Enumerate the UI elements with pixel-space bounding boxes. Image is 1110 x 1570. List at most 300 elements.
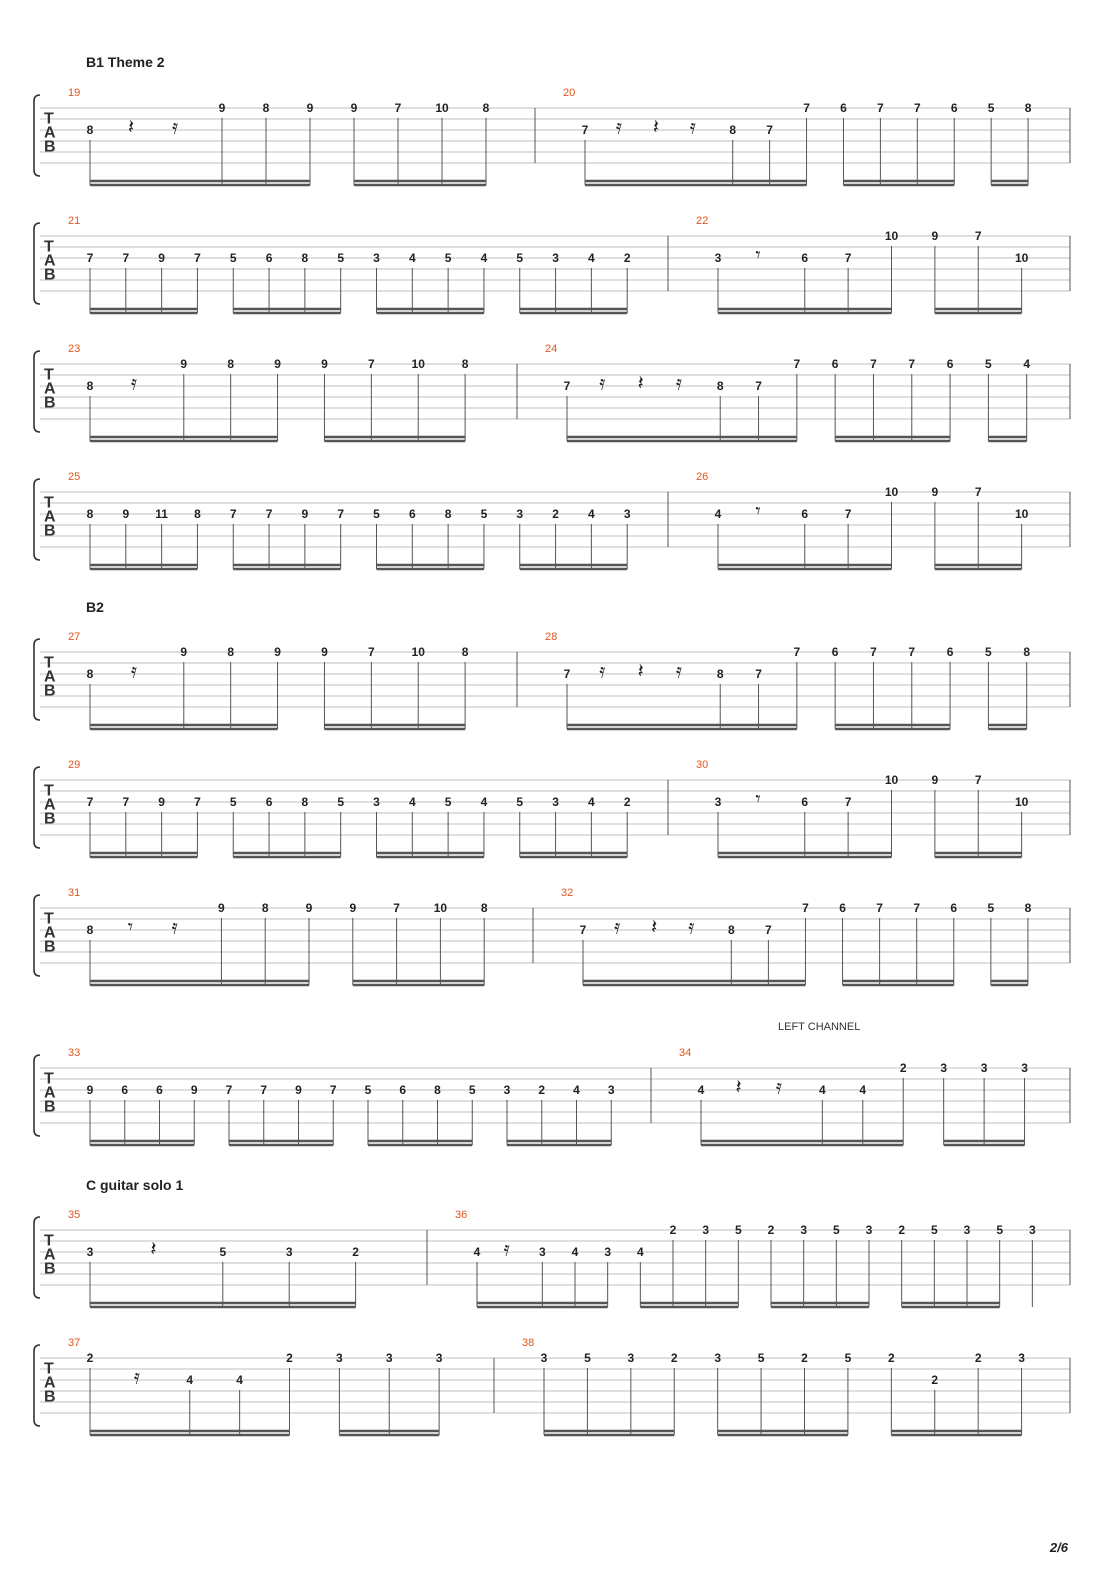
fret-number: 9 bbox=[158, 795, 165, 809]
fret-number: 6 bbox=[840, 101, 847, 115]
fret-number: 5 bbox=[229, 795, 237, 809]
fret-number: 5 bbox=[364, 1083, 372, 1097]
fret-number: 9 bbox=[218, 101, 226, 115]
fret-number: 7 bbox=[581, 123, 589, 137]
fret-number: 4 bbox=[818, 1083, 826, 1097]
rest-symbol: 𝄽 bbox=[735, 1074, 742, 1099]
rest-symbol: 𝄿 bbox=[615, 114, 623, 139]
fret-number: 5 bbox=[985, 357, 992, 371]
tab-clef-letter: A bbox=[44, 924, 56, 942]
fret-number: 3 bbox=[516, 507, 524, 521]
staff-row bbox=[34, 631, 1070, 729]
rest-symbol: 𝄾 bbox=[755, 498, 761, 523]
fret-number: 7 bbox=[260, 1083, 268, 1097]
fret-number: 9 bbox=[180, 357, 188, 371]
fret-number: 9 bbox=[305, 901, 313, 915]
tab-clef-letter: B bbox=[44, 522, 56, 540]
fret-number: 6 bbox=[121, 1083, 129, 1097]
measure-number: 29 bbox=[68, 759, 81, 771]
fret-number: 8 bbox=[301, 795, 309, 809]
staff-row bbox=[34, 471, 1070, 569]
fret-number: 8 bbox=[86, 667, 94, 681]
section-label: C guitar solo 1 bbox=[86, 1177, 184, 1193]
fret-number: 5 bbox=[229, 251, 237, 265]
tab-clef-letter: T bbox=[44, 1070, 54, 1088]
tab-clef-letter: A bbox=[44, 1374, 56, 1392]
fret-number: 7 bbox=[393, 901, 400, 915]
fret-number: 2 bbox=[801, 1351, 808, 1365]
tab-clef-letter: T bbox=[44, 366, 54, 384]
tab-clef-letter: A bbox=[44, 668, 56, 686]
fret-number: 5 bbox=[444, 251, 452, 265]
fret-number: 4 bbox=[571, 1245, 579, 1259]
fret-number: 2 bbox=[552, 507, 559, 521]
fret-number: 9 bbox=[931, 773, 939, 787]
fret-number: 9 bbox=[931, 485, 939, 499]
measure-number: 38 bbox=[522, 1337, 535, 1349]
rest-symbol: 𝄿 bbox=[599, 658, 606, 683]
fret-number: 8 bbox=[1024, 101, 1032, 115]
fret-number: 4 bbox=[480, 251, 488, 265]
fret-number: 7 bbox=[86, 795, 94, 809]
fret-number: 7 bbox=[765, 923, 772, 937]
fret-number: 7 bbox=[329, 1083, 337, 1097]
fret-number: 9 bbox=[350, 101, 358, 115]
fret-number: 10 bbox=[435, 101, 449, 115]
fret-number: 8 bbox=[444, 507, 452, 521]
staff-row bbox=[34, 343, 1070, 441]
fret-number: 2 bbox=[931, 1373, 939, 1387]
fret-number: 3 bbox=[540, 1351, 548, 1365]
system-brace bbox=[34, 95, 40, 176]
fret-number: 10 bbox=[411, 357, 425, 371]
rest-symbol: 𝄽 bbox=[128, 114, 135, 139]
fret-number: 7 bbox=[367, 357, 375, 371]
fret-number: 5 bbox=[987, 101, 995, 115]
measure-number: 36 bbox=[455, 1209, 468, 1221]
fret-number: 5 bbox=[444, 795, 452, 809]
rest-symbol: 𝄿 bbox=[130, 658, 138, 683]
fret-number: 7 bbox=[394, 101, 402, 115]
fret-number: 9 bbox=[158, 251, 165, 265]
fret-number: 8 bbox=[461, 645, 469, 659]
fret-number: 7 bbox=[194, 251, 201, 265]
tab-clef-letter: T bbox=[44, 1232, 54, 1250]
section-label: B1 Theme 2 bbox=[86, 54, 165, 70]
staff-row bbox=[34, 215, 1070, 313]
fret-number: 9 bbox=[180, 645, 188, 659]
fret-number: 3 bbox=[285, 1245, 293, 1259]
fret-number: 5 bbox=[468, 1083, 476, 1097]
fret-number: 7 bbox=[563, 667, 571, 681]
section-labels bbox=[86, 54, 183, 1193]
fret-number: 3 bbox=[1021, 1061, 1028, 1075]
fret-number: 3 bbox=[552, 251, 559, 265]
rest-symbol: 𝄿 bbox=[775, 1074, 783, 1099]
measure-number: 22 bbox=[696, 215, 709, 227]
fret-number: 3 bbox=[940, 1061, 948, 1075]
staff-row bbox=[34, 887, 1070, 985]
staff-row bbox=[34, 1209, 1070, 1307]
fret-number: 6 bbox=[831, 645, 839, 659]
fret-number: 4 bbox=[236, 1373, 243, 1387]
measure-number: 37 bbox=[68, 1337, 81, 1349]
fret-number: 5 bbox=[516, 251, 524, 265]
measure-number: 33 bbox=[68, 1047, 81, 1059]
fret-number: 7 bbox=[122, 795, 130, 809]
fret-number: 9 bbox=[321, 357, 328, 371]
fret-number: 6 bbox=[801, 251, 809, 265]
system-brace bbox=[34, 1345, 40, 1426]
fret-number: 2 bbox=[899, 1061, 907, 1075]
fret-number: 8 bbox=[227, 357, 235, 371]
fret-number: 7 bbox=[802, 901, 809, 915]
fret-number: 6 bbox=[801, 795, 809, 809]
rest-symbol: 𝄽 bbox=[150, 1236, 157, 1261]
fret-number: 6 bbox=[946, 357, 954, 371]
rest-symbol: 𝄽 bbox=[637, 370, 644, 395]
fret-number: 7 bbox=[974, 485, 982, 499]
measure-number: 35 bbox=[68, 1209, 81, 1221]
fret-number: 4 bbox=[859, 1083, 867, 1097]
system-brace bbox=[34, 895, 40, 976]
fret-number: 5 bbox=[844, 1351, 852, 1365]
staff-row bbox=[34, 1047, 1070, 1145]
fret-number: 2 bbox=[669, 1223, 677, 1237]
fret-number: 6 bbox=[408, 507, 416, 521]
fret-number: 5 bbox=[480, 507, 488, 521]
fret-number: 7 bbox=[908, 645, 916, 659]
fret-number: 5 bbox=[734, 1223, 742, 1237]
tab-clef-letter: T bbox=[44, 654, 54, 672]
system-brace bbox=[34, 1217, 40, 1298]
fret-number: 8 bbox=[227, 645, 235, 659]
fret-number: 10 bbox=[433, 901, 448, 915]
rest-symbol: 𝄿 bbox=[171, 914, 178, 939]
fret-number: 8 bbox=[86, 923, 94, 937]
fret-number: 7 bbox=[913, 101, 921, 115]
fret-number: 9 bbox=[349, 901, 357, 915]
tab-clef-letter: B bbox=[44, 1260, 56, 1278]
fret-number: 8 bbox=[434, 1083, 441, 1097]
fret-number: 5 bbox=[337, 251, 345, 265]
fret-number: 7 bbox=[793, 645, 801, 659]
fret-number: 2 bbox=[974, 1351, 982, 1365]
fret-number: 4 bbox=[573, 1083, 580, 1097]
measure-number: 32 bbox=[561, 887, 574, 899]
tab-clef-letter: T bbox=[44, 910, 54, 928]
fret-number: 3 bbox=[702, 1223, 710, 1237]
section-label: B2 bbox=[86, 599, 104, 615]
tab-clef-letter: T bbox=[44, 494, 54, 512]
measure-number: 28 bbox=[545, 631, 558, 643]
left-channel-annotation: LEFT CHANNEL bbox=[778, 1021, 861, 1033]
fret-number: 4 bbox=[480, 795, 488, 809]
fret-number: 3 bbox=[552, 795, 559, 809]
fret-number: 9 bbox=[190, 1083, 198, 1097]
fret-number: 5 bbox=[832, 1223, 840, 1237]
measure-number: 20 bbox=[563, 87, 576, 99]
fret-number: 8 bbox=[716, 667, 724, 681]
fret-number: 3 bbox=[865, 1223, 873, 1237]
fret-number: 5 bbox=[584, 1351, 591, 1365]
tab-clef-letter: A bbox=[44, 124, 56, 142]
fret-number: 7 bbox=[913, 901, 921, 915]
fret-number: 4 bbox=[1023, 357, 1031, 371]
fret-number: 2 bbox=[887, 1351, 895, 1365]
fret-number: 8 bbox=[262, 101, 270, 115]
fret-number: 2 bbox=[898, 1223, 906, 1237]
fret-number: 2 bbox=[86, 1351, 94, 1365]
fret-number: 7 bbox=[844, 251, 852, 265]
fret-number: 8 bbox=[727, 923, 735, 937]
fret-number: 8 bbox=[480, 901, 488, 915]
fret-number: 3 bbox=[714, 1351, 722, 1365]
fret-number: 3 bbox=[373, 795, 380, 809]
staff-rows bbox=[34, 87, 1070, 1435]
fret-number: 2 bbox=[352, 1245, 359, 1259]
fret-number: 5 bbox=[516, 795, 524, 809]
measure-number: 23 bbox=[68, 343, 81, 355]
fret-number: 3 bbox=[627, 1351, 635, 1365]
fret-number: 7 bbox=[793, 357, 801, 371]
fret-number: 7 bbox=[337, 507, 345, 521]
fret-number: 7 bbox=[194, 795, 201, 809]
fret-number: 9 bbox=[86, 1083, 94, 1097]
fret-number: 4 bbox=[588, 507, 595, 521]
fret-number: 3 bbox=[1018, 1351, 1025, 1365]
fret-number: 5 bbox=[987, 901, 995, 915]
fret-number: 8 bbox=[301, 251, 309, 265]
fret-number: 6 bbox=[946, 645, 954, 659]
tab-clef-letter: B bbox=[44, 138, 56, 156]
fret-number: 6 bbox=[399, 1083, 407, 1097]
fret-number: 7 bbox=[908, 357, 916, 371]
fret-number: 3 bbox=[503, 1083, 511, 1097]
fret-number: 10 bbox=[411, 645, 425, 659]
fret-number: 4 bbox=[588, 251, 595, 265]
fret-number: 2 bbox=[538, 1083, 546, 1097]
fret-number: 2 bbox=[623, 251, 631, 265]
tab-clef-letter: T bbox=[44, 1360, 54, 1378]
tab-clef-letter: A bbox=[44, 1246, 56, 1264]
rest-symbol: 𝄿 bbox=[688, 914, 695, 939]
fret-number: 7 bbox=[755, 379, 762, 393]
fret-number: 5 bbox=[757, 1351, 765, 1365]
measure-number: 24 bbox=[545, 343, 558, 355]
fret-number: 7 bbox=[122, 251, 130, 265]
measure-number: 26 bbox=[696, 471, 709, 483]
rest-symbol: 𝄾 bbox=[755, 242, 761, 267]
fret-number: 7 bbox=[265, 507, 273, 521]
fret-number: 3 bbox=[963, 1223, 971, 1237]
fret-number: 2 bbox=[623, 795, 631, 809]
fret-number: 6 bbox=[950, 101, 958, 115]
fret-number: 8 bbox=[1023, 645, 1031, 659]
fret-number: 9 bbox=[274, 357, 281, 371]
fret-number: 9 bbox=[306, 101, 314, 115]
fret-number: 4 bbox=[186, 1373, 194, 1387]
measure-number: 34 bbox=[679, 1047, 692, 1059]
rest-symbol: 𝄽 bbox=[651, 914, 658, 939]
tab-clef-letter: A bbox=[44, 508, 56, 526]
rest-symbol: 𝄿 bbox=[172, 114, 179, 139]
fret-number: 8 bbox=[729, 123, 737, 137]
fret-number: 6 bbox=[950, 901, 958, 915]
system-brace bbox=[34, 223, 40, 304]
tab-clef-letter: T bbox=[44, 238, 54, 256]
fret-number: 3 bbox=[538, 1245, 546, 1259]
fret-number: 10 bbox=[884, 485, 899, 499]
rest-symbol: 𝄿 bbox=[130, 370, 138, 395]
fret-number: 3 bbox=[714, 795, 722, 809]
fret-number: 8 bbox=[194, 507, 201, 521]
fret-number: 2 bbox=[767, 1223, 775, 1237]
tab-clef-letter: T bbox=[44, 782, 54, 800]
fret-number: 7 bbox=[86, 251, 94, 265]
system-brace bbox=[34, 351, 40, 432]
fret-number: 3 bbox=[86, 1245, 94, 1259]
fret-number: 5 bbox=[337, 795, 345, 809]
fret-number: 3 bbox=[373, 251, 380, 265]
fret-number: 4 bbox=[408, 251, 416, 265]
fret-number: 7 bbox=[225, 1083, 233, 1097]
measure-number: 31 bbox=[68, 887, 81, 899]
tab-clef-letter: A bbox=[44, 1084, 56, 1102]
fret-number: 5 bbox=[930, 1223, 938, 1237]
rest-symbol: 𝄿 bbox=[614, 914, 621, 939]
fret-number: 9 bbox=[122, 507, 130, 521]
rest-symbol: 𝄿 bbox=[675, 370, 683, 395]
rest-symbol: 𝄽 bbox=[652, 114, 659, 139]
fret-number: 6 bbox=[265, 795, 273, 809]
measure-number: 25 bbox=[68, 471, 81, 483]
fret-number: 7 bbox=[803, 101, 810, 115]
fret-number: 8 bbox=[716, 379, 724, 393]
staff-row bbox=[34, 87, 1070, 185]
fret-number: 7 bbox=[876, 901, 883, 915]
tab-clef-letter: B bbox=[44, 938, 56, 956]
fret-number: 4 bbox=[697, 1083, 705, 1097]
fret-number: 10 bbox=[1014, 251, 1029, 265]
fret-number: 10 bbox=[1014, 507, 1029, 521]
fret-number: 7 bbox=[229, 507, 237, 521]
fret-number: 7 bbox=[974, 229, 982, 243]
tab-clef-letter: T bbox=[44, 110, 54, 128]
fret-number: 8 bbox=[261, 901, 269, 915]
fret-number: 9 bbox=[301, 507, 309, 521]
fret-number: 10 bbox=[884, 773, 899, 787]
fret-number: 2 bbox=[670, 1351, 678, 1365]
rest-symbol: 𝄿 bbox=[689, 114, 696, 139]
staff-row bbox=[34, 1337, 1070, 1435]
tab-clef-letter: A bbox=[44, 380, 56, 398]
fret-number: 7 bbox=[974, 773, 982, 787]
fret-number: 9 bbox=[274, 645, 281, 659]
staff-row bbox=[34, 759, 1070, 857]
rest-symbol: 𝄿 bbox=[503, 1236, 510, 1261]
fret-number: 11 bbox=[155, 507, 168, 521]
fret-number: 2 bbox=[286, 1351, 293, 1365]
fret-number: 9 bbox=[321, 645, 328, 659]
fret-number: 3 bbox=[336, 1351, 343, 1365]
page-number: 2/6 bbox=[1049, 1540, 1068, 1555]
measure-number: 27 bbox=[68, 631, 81, 643]
fret-number: 3 bbox=[385, 1351, 393, 1365]
fret-number: 8 bbox=[86, 507, 94, 521]
rest-symbol: 𝄿 bbox=[133, 1364, 140, 1389]
fret-number: 6 bbox=[265, 251, 273, 265]
fret-number: 8 bbox=[86, 379, 94, 393]
fret-number: 9 bbox=[295, 1083, 302, 1097]
rest-symbol: 𝄽 bbox=[637, 658, 644, 683]
rest-symbol: 𝄾 bbox=[755, 786, 761, 811]
fret-number: 7 bbox=[367, 645, 375, 659]
fret-number: 8 bbox=[86, 123, 94, 137]
fret-number: 3 bbox=[980, 1061, 988, 1075]
measure-number: 21 bbox=[68, 215, 81, 227]
fret-number: 7 bbox=[877, 101, 884, 115]
fret-number: 4 bbox=[714, 507, 722, 521]
fret-number: 7 bbox=[844, 507, 852, 521]
fret-number: 7 bbox=[755, 667, 762, 681]
fret-number: 6 bbox=[831, 357, 839, 371]
fret-number: 3 bbox=[714, 251, 722, 265]
fret-number: 9 bbox=[218, 901, 225, 915]
system-brace bbox=[34, 639, 40, 720]
tab-clef-letter: A bbox=[44, 252, 56, 270]
fret-number: 10 bbox=[1014, 795, 1029, 809]
fret-number: 8 bbox=[461, 357, 469, 371]
fret-number: 7 bbox=[563, 379, 571, 393]
fret-number: 4 bbox=[636, 1245, 644, 1259]
tab-clef-letter: B bbox=[44, 394, 56, 412]
fret-number: 3 bbox=[1028, 1223, 1036, 1237]
tab-clef-letter: B bbox=[44, 1098, 56, 1116]
tab-clef-letter: B bbox=[44, 810, 56, 828]
fret-number: 6 bbox=[156, 1083, 163, 1097]
fret-number: 4 bbox=[588, 795, 595, 809]
tab-clef-letter: B bbox=[44, 266, 56, 284]
tab-clef-letter: B bbox=[44, 1388, 56, 1406]
fret-number: 3 bbox=[604, 1245, 612, 1259]
fret-number: 7 bbox=[844, 795, 852, 809]
fret-number: 6 bbox=[801, 507, 809, 521]
fret-number: 8 bbox=[1024, 901, 1032, 915]
fret-number: 3 bbox=[800, 1223, 808, 1237]
system-brace bbox=[34, 767, 40, 848]
fret-number: 7 bbox=[870, 357, 877, 371]
fret-number: 8 bbox=[482, 101, 490, 115]
rest-symbol: 𝄿 bbox=[675, 658, 683, 683]
fret-number: 7 bbox=[766, 123, 773, 137]
measure-number: 19 bbox=[68, 87, 81, 99]
system-brace bbox=[34, 1055, 40, 1136]
measure-number: 30 bbox=[696, 759, 709, 771]
fret-number: 9 bbox=[931, 229, 939, 243]
fret-number: 4 bbox=[473, 1245, 481, 1259]
fret-number: 5 bbox=[219, 1245, 227, 1259]
fret-number: 3 bbox=[435, 1351, 443, 1365]
tab-clef-letter: A bbox=[44, 796, 56, 814]
tab-clef-letter: B bbox=[44, 682, 56, 700]
fret-number: 7 bbox=[870, 645, 877, 659]
fret-number: 7 bbox=[579, 923, 587, 937]
rest-symbol: 𝄿 bbox=[599, 370, 606, 395]
fret-number: 3 bbox=[607, 1083, 615, 1097]
fret-number: 5 bbox=[996, 1223, 1004, 1237]
fret-number: 3 bbox=[623, 507, 631, 521]
